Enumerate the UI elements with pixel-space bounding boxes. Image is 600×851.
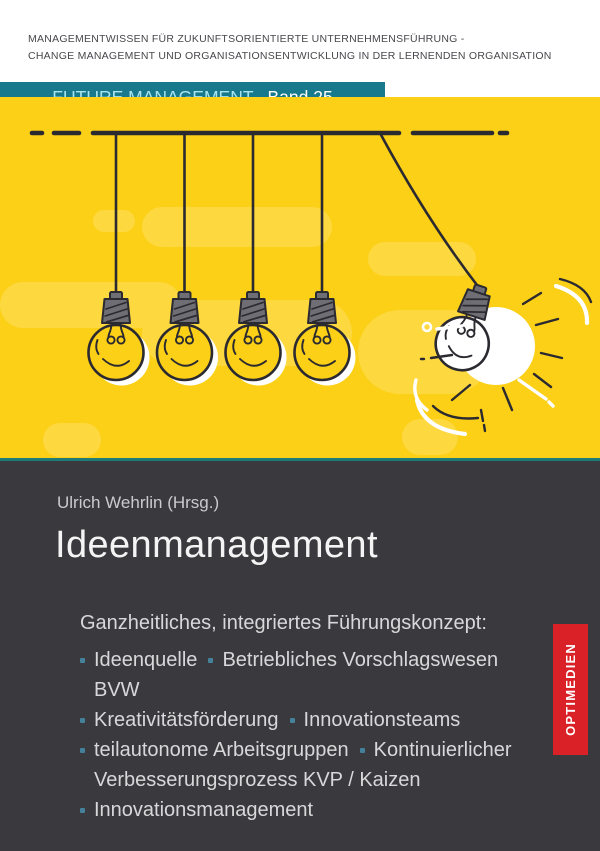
list-item-text: Betriebliches Vorschlagswesen BVW xyxy=(94,649,499,701)
series-header xyxy=(28,31,573,65)
book-title: Ideenmanagement xyxy=(55,524,378,566)
pendulum-bulbs-illustration xyxy=(0,97,600,458)
list-item-text: teilautonome Arbeitsgruppen xyxy=(94,739,349,761)
description-list xyxy=(80,645,548,825)
list-item xyxy=(80,705,548,735)
cover-illustration xyxy=(0,97,600,458)
bullet-square-icon xyxy=(290,718,295,723)
list-item xyxy=(80,795,548,825)
light-bulb-icon xyxy=(226,133,287,386)
description-intro: Ganzheitliches, integriertes Führungskonzept: xyxy=(80,612,487,634)
description-block xyxy=(80,608,548,825)
bullet-square-icon xyxy=(360,748,365,753)
bullet-square-icon xyxy=(80,808,85,813)
list-item-text: Ideenquelle xyxy=(94,649,198,671)
light-bulb-icon xyxy=(295,133,356,386)
list-item xyxy=(80,645,548,705)
title-panel xyxy=(0,461,600,851)
publisher-name: OPTIMEDIEN xyxy=(563,643,578,736)
bullet-square-icon xyxy=(80,658,85,663)
editor-name: Ulrich Wehrlin (Hrsg.) xyxy=(57,493,220,512)
series-header-line1: MANAGEMENTWISSEN FÜR ZUKUNFTSORIENTIERTE UNTERNEHMENSFÜHRUNG - xyxy=(28,33,465,45)
bullet-square-icon xyxy=(80,748,85,753)
bullet-square-icon xyxy=(80,718,85,723)
list-item-text: Innovationsteams xyxy=(303,709,461,731)
list-item-text: Innovationsmanagement xyxy=(94,799,314,821)
list-item xyxy=(80,735,548,795)
light-bulb-icon xyxy=(157,133,218,386)
bullet-square-icon xyxy=(208,658,213,663)
publisher-tab xyxy=(553,624,588,755)
series-header-line2: CHANGE MANAGEMENT UND ORGANISATIONSENTWICKLUNG IN DER LERNENDEN ORGANISATION xyxy=(28,50,552,62)
light-bulb-icon xyxy=(89,133,150,386)
list-item-text: Kontinuierlicher Verbesserungsprozess KVP / Kaizen xyxy=(94,739,512,791)
list-item-text: Kreativitätsförderung xyxy=(94,709,279,731)
